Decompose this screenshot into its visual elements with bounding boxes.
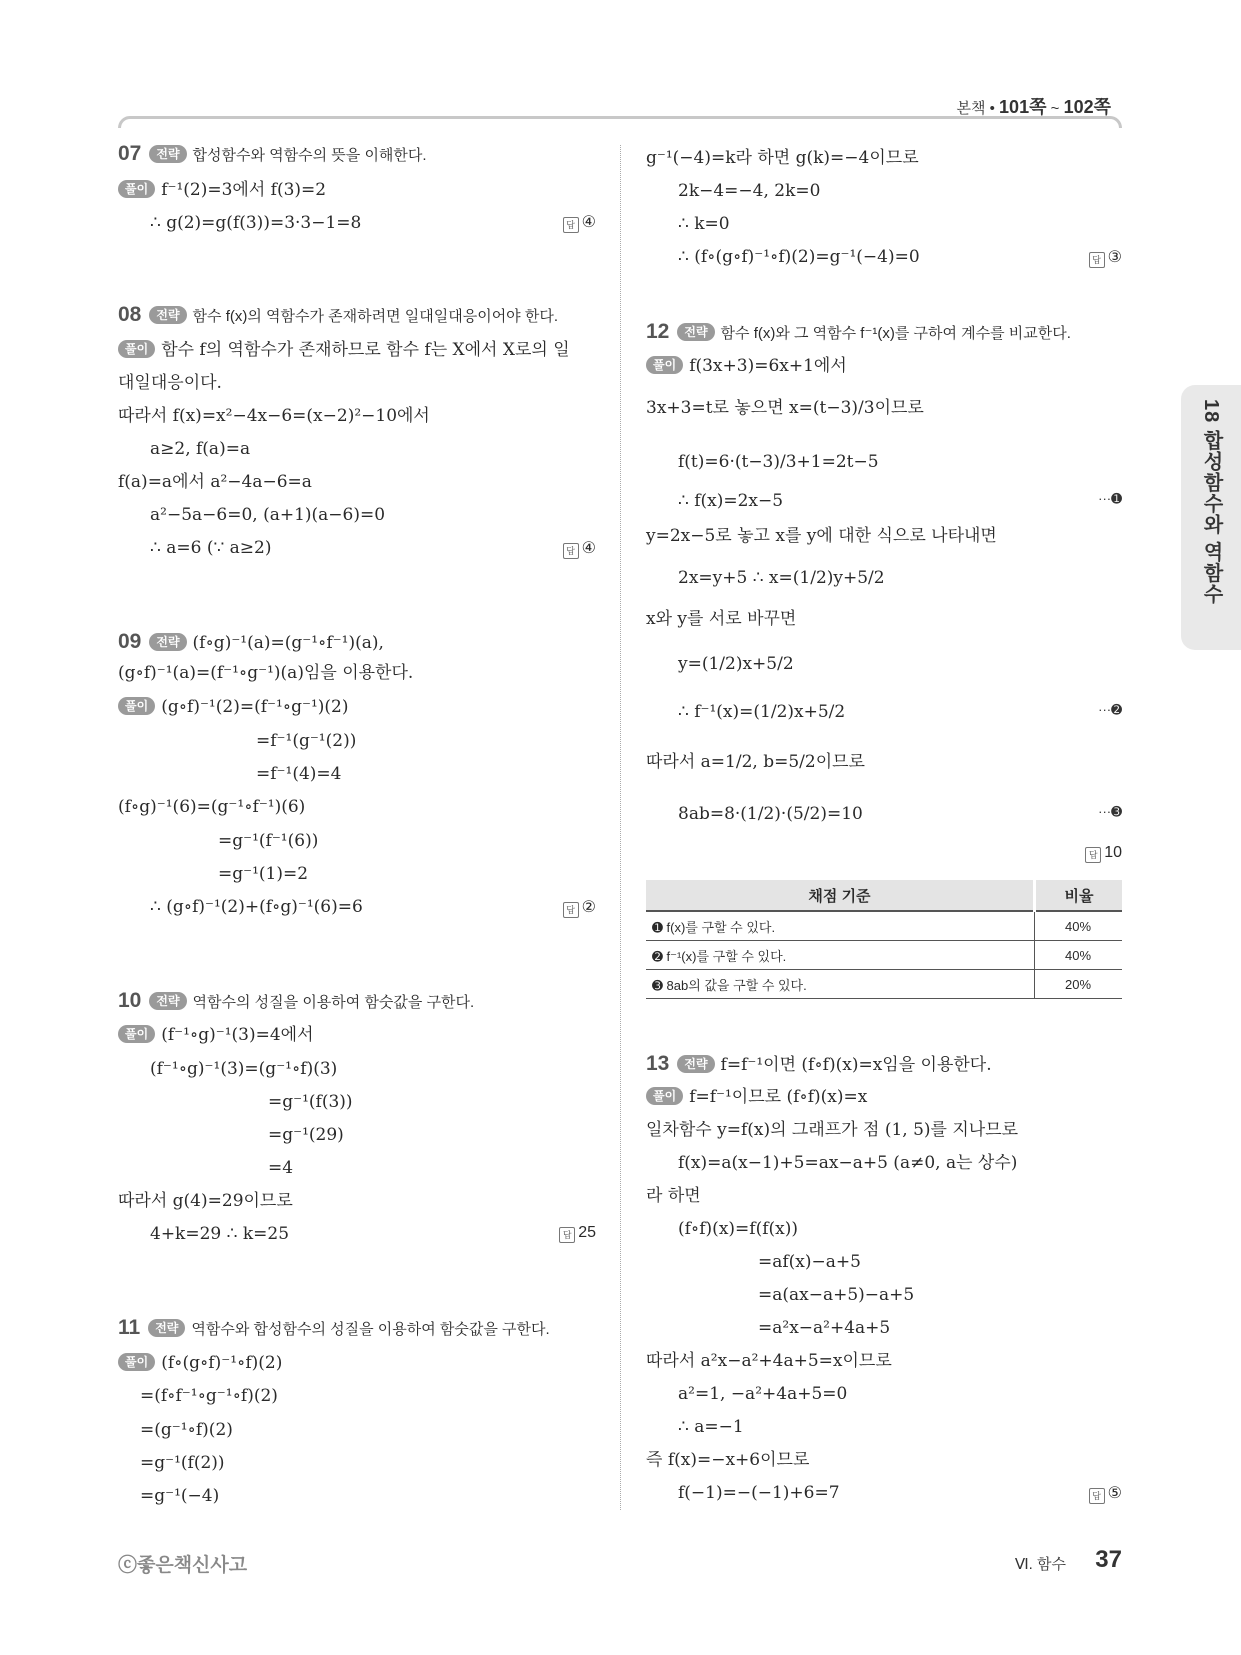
answer-value: ③ [1107,249,1122,266]
math-line: =g⁻¹(f⁻¹(6)) [218,831,319,851]
step-marker-2: ···➋ [1098,702,1122,717]
solution-line [646,1283,1122,1307]
strategy-tag: 전략 [148,1319,185,1337]
chapter-title: 18 합성함수와 역함수 [1200,399,1222,605]
solution-line [646,700,1122,724]
solution-line [118,1057,596,1081]
strategy-text: 역함수와 합성함수의 성질을 이용하여 함숫값을 구한다. [191,1321,550,1338]
solution-line [118,338,596,362]
math-line: 4+k=29 ∴ k=25 [150,1224,290,1244]
criterion-cell: ➋ f⁻¹(x)를 구할 수 있다. [646,941,1035,970]
math-line: 따라서 f(x)=x²−4x−6=(x−2)²−10에서 [118,406,430,426]
math-line: f(x)=a(x−1)+5=ax−a+5 (a≠0, a는 상수) [678,1153,1018,1173]
table-header: 채점 기준 [646,880,1035,911]
solution-line [118,1090,596,1114]
math-line: ∴ g(2)=g(f(3))=3·3−1=8 [150,213,362,233]
answer-icon: 답 [559,1227,575,1243]
solution-line [118,1123,596,1147]
solution-line [118,1451,596,1475]
rate-cell: 20% [1035,970,1123,999]
strategy-text: 함수 f(x)의 역함수가 존재하려면 일대일대응이어야 한다. [192,308,558,325]
table-row [646,941,1122,970]
strategy-tag: 전략 [149,306,186,324]
answer-value: 10 [1104,844,1122,861]
strategy-text: (f∘g)⁻¹(a)=(g⁻¹∘f⁻¹)(a), [192,633,384,653]
solution-line [118,1384,596,1408]
math-line: f(a)=a에서 a²−4a−6=a [118,472,312,492]
answer-12 [1085,844,1122,863]
solution-line [646,1250,1122,1274]
math-line: (f∘g)⁻¹(6)=(g⁻¹∘f⁻¹)(6) [118,797,306,817]
solution-line [118,795,596,819]
math-line: 2k−4=−4, 2k=0 [678,181,821,201]
solution-line [118,1484,596,1508]
strategy-text: 합성함수와 역함수의 뜻을 이해한다. [192,147,427,164]
answer-value: 25 [578,1224,596,1241]
math-line: =g⁻¹(f(2)) [140,1453,225,1473]
solution-tag: 풀이 [646,356,683,374]
math-line: (f∘(g∘f)⁻¹∘f)(2) [161,1353,283,1373]
solution-line [118,1351,596,1375]
math-line: 2x=y+5 ∴ x=(1/2)y+5/2 [678,568,885,588]
math-line: =(f∘f⁻¹∘g⁻¹∘f)(2) [140,1386,278,1406]
math-line: ∴ f(x)=2x−5 [678,491,784,511]
math-line: 일차함수 y=f(x)의 그래프가 점 (1, 5)를 지나므로 [646,1120,1019,1140]
solution-line [118,1222,596,1246]
strategy-tag: 전략 [149,145,186,163]
solution-tag: 풀이 [118,1353,155,1371]
math-line: =(g⁻¹∘f)(2) [140,1420,233,1440]
step-marker-1: ···➊ [1098,491,1122,506]
answer-10 [559,1224,596,1243]
math-line: g⁻¹(−4)=k라 하면 g(k)=−4이므로 [646,148,919,168]
strategy-text: 역함수의 성질을 이용하여 함숫값을 구한다. [192,994,475,1011]
answer-icon: 답 [1089,252,1105,268]
answer-08 [563,538,596,559]
solution-line [118,211,596,235]
math-line: =a²x−a²+4a+5 [758,1318,891,1338]
answer-13 [1089,1483,1122,1504]
math-line: f(3x+3)=6x+1에서 [689,356,847,376]
problem-07-header [118,142,596,168]
tilde: ~ [1050,100,1060,117]
math-line: a≥2, f(a)=a [150,439,251,459]
solution-line [646,652,1122,676]
math-line: 따라서 a²x−a²+4a+5=x이므로 [646,1351,892,1371]
problem-number: 11 [118,1316,141,1339]
rate-cell: 40% [1035,911,1123,941]
math-line: ∴ k=0 [678,214,730,234]
solution-line [646,1085,1122,1109]
math-line: y=2x−5로 놓고 x를 y에 대한 식으로 나타내면 [646,526,997,546]
solution-line [118,470,596,494]
solution-line [646,1349,1122,1373]
solution-line [646,245,1122,269]
math-line: 함수 f의 역함수가 존재하므로 함수 f는 X에서 X로의 일 [161,340,570,360]
math-line: ∴ a=6 (∵ a≥2) [150,538,272,558]
solution-line [118,762,596,786]
problem-number: 13 [646,1052,670,1075]
criterion-cell: ➌ 8ab의 값을 구할 수 있다. [646,970,1035,999]
solution-line [646,607,1122,631]
header-rule [118,116,1122,128]
math-line: (f∘f)(x)=f(f(x)) [678,1219,798,1239]
strategy-tag: 전략 [149,633,186,651]
solution-line [646,1184,1122,1208]
solution-line [118,1418,596,1442]
answer-11 [1089,247,1122,268]
strategy-tag: 전략 [677,1055,714,1073]
problem-10-header [118,989,596,1015]
problem-12-header [646,320,1122,346]
math-line: =f⁻¹(g⁻¹(2)) [256,731,357,751]
bullet: • [989,100,995,117]
math-line: 3x+3=t로 놓으면 x=(t−3)/3이므로 [646,398,924,418]
answer-09 [563,897,596,918]
math-line: ∴ (f∘(g∘f)⁻¹∘f)(2)=g⁻¹(−4)=0 [678,247,920,267]
math-line: =g⁻¹(1)=2 [218,864,309,884]
solution-line [118,371,596,395]
problem-number: 07 [118,142,142,165]
problem-09-header [118,630,596,655]
math-line: =af(x)−a+5 [758,1252,861,1272]
math-line: a²−5a−6=0, (a+1)(a−6)=0 [150,505,386,525]
problem-number: 12 [646,320,670,343]
math-line: =4 [268,1158,294,1178]
answer-icon: 답 [1089,1488,1105,1504]
answer-icon: 답 [563,902,579,918]
math-line: ∴ a=−1 [678,1417,744,1437]
solution-line [118,404,596,428]
table-row [646,970,1122,999]
solution-line [646,146,1122,170]
problem-number: 10 [118,989,142,1012]
answer-value: ② [581,899,596,916]
solution-line [646,1382,1122,1406]
answer-icon: 답 [563,543,579,559]
strategy-text: f=f⁻¹이면 (f∘f)(x)=x임을 이용한다. [720,1055,992,1075]
math-line: (f⁻¹∘g)⁻¹(3)=(g⁻¹∘f)(3) [150,1059,338,1079]
strategy-line [118,661,596,685]
answer-icon: 답 [1085,847,1101,863]
chapter-tab [1181,385,1241,650]
math-line: =f⁻¹(4)=4 [256,764,342,784]
solution-tag: 풀이 [118,340,155,358]
solution-line [118,437,596,461]
solution-line [646,1316,1122,1340]
math-line: x와 y를 서로 바꾸면 [646,609,797,629]
strategy-text: (g∘f)⁻¹(a)=(f⁻¹∘g⁻¹)(a)임을 이용한다. [118,663,414,683]
problem-number: 09 [118,630,142,653]
step-marker-3: ···➌ [1098,804,1122,819]
math-line: y=(1/2)x+5/2 [678,654,794,674]
column-divider [620,145,621,1510]
to-page: 102쪽 [1063,97,1111,117]
solution-line [646,1118,1122,1142]
solution-line [118,729,596,753]
solution-line [118,178,596,202]
solution-line [646,524,1122,548]
section-label: Ⅵ. 함수 [1014,1556,1066,1573]
solution-tag: 풀이 [118,697,155,715]
math-line: =g⁻¹(29) [268,1125,344,1145]
solution-line [118,503,596,527]
solution-line [118,1156,596,1180]
solution-line [118,536,596,560]
criterion-cell: ➊ f(x)를 구할 수 있다. [646,911,1035,941]
solution-line [646,750,1122,774]
math-line: f(−1)=−(−1)+6=7 [678,1483,840,1503]
answer-icon: 답 [563,217,579,233]
problem-11-header [118,1316,596,1342]
from-page: 101쪽 [999,97,1047,117]
solution-line [646,1151,1122,1175]
solution-line [646,212,1122,236]
publisher-logo: ⓒ좋은책신사고 [118,1555,248,1576]
book-label: 본책 [956,100,986,117]
solution-line [646,802,1122,826]
solution-line [646,354,1122,378]
solution-tag: 풀이 [646,1087,683,1105]
solution-line [118,1189,596,1213]
problem-08-header [118,303,596,329]
math-line: 대일대응이다. [118,373,222,393]
solution-line [646,1448,1122,1472]
math-line: f=f⁻¹이므로 (f∘f)(x)=x [689,1087,868,1107]
solution-line [118,1023,596,1047]
math-line: f(t)=6·(t−3)/3+1=2t−5 [678,452,879,472]
page-number: 37 [1095,1546,1122,1573]
table-row [646,911,1122,941]
answer-value: ④ [581,214,596,231]
solution-line [118,895,596,919]
solution-line [646,1415,1122,1439]
problem-number: 08 [118,303,142,326]
solution-line [118,829,596,853]
strategy-text: 함수 f(x)와 그 역함수 f⁻¹(x)를 구하여 계수를 비교한다. [720,325,1071,342]
strategy-tag: 전략 [149,992,186,1010]
math-line: =g⁻¹(−4) [140,1486,220,1506]
math-line: ∴ f⁻¹(x)=(1/2)x+5/2 [678,702,846,722]
math-line: f⁻¹(2)=3에서 f(3)=2 [161,180,327,200]
math-line: 따라서 a=1/2, b=5/2이므로 [646,752,865,772]
rate-cell: 40% [1035,941,1123,970]
solution-line [646,396,1122,420]
math-line: 따라서 g(4)=29이므로 [118,1191,293,1211]
math-line: ∴ (g∘f)⁻¹(2)+(f∘g)⁻¹(6)=6 [150,897,363,917]
table-header: 비율 [1035,880,1123,911]
solution-line [646,179,1122,203]
solution-line [118,862,596,886]
answer-value: ⑤ [1107,1485,1122,1502]
math-line: a²=1, −a²+4a+5=0 [678,1384,848,1404]
math-line: 8ab=8·(1/2)·(5/2)=10 [678,804,863,824]
math-line: (f⁻¹∘g)⁻¹(3)=4에서 [161,1025,314,1045]
solution-line [646,1481,1122,1505]
solution-tag: 풀이 [118,1025,155,1043]
answer-07 [563,212,596,233]
grading-table [646,880,1122,999]
solution-line [646,1217,1122,1241]
math-line: =a(ax−a+5)−a+5 [758,1285,915,1305]
math-line: 라 하면 [646,1186,701,1206]
solution-line [118,695,596,719]
strategy-tag: 전략 [677,323,714,341]
answer-value: ④ [581,540,596,557]
problem-13-header [646,1052,1122,1077]
solution-tag: 풀이 [118,180,155,198]
math-line: =g⁻¹(f(3)) [268,1092,353,1112]
math-line: (g∘f)⁻¹(2)=(f⁻¹∘g⁻¹)(2) [161,697,349,717]
solution-line [646,450,1122,474]
math-line: 즉 f(x)=−x+6이므로 [646,1450,810,1470]
solution-line [646,489,1122,513]
solution-line [646,566,1122,590]
